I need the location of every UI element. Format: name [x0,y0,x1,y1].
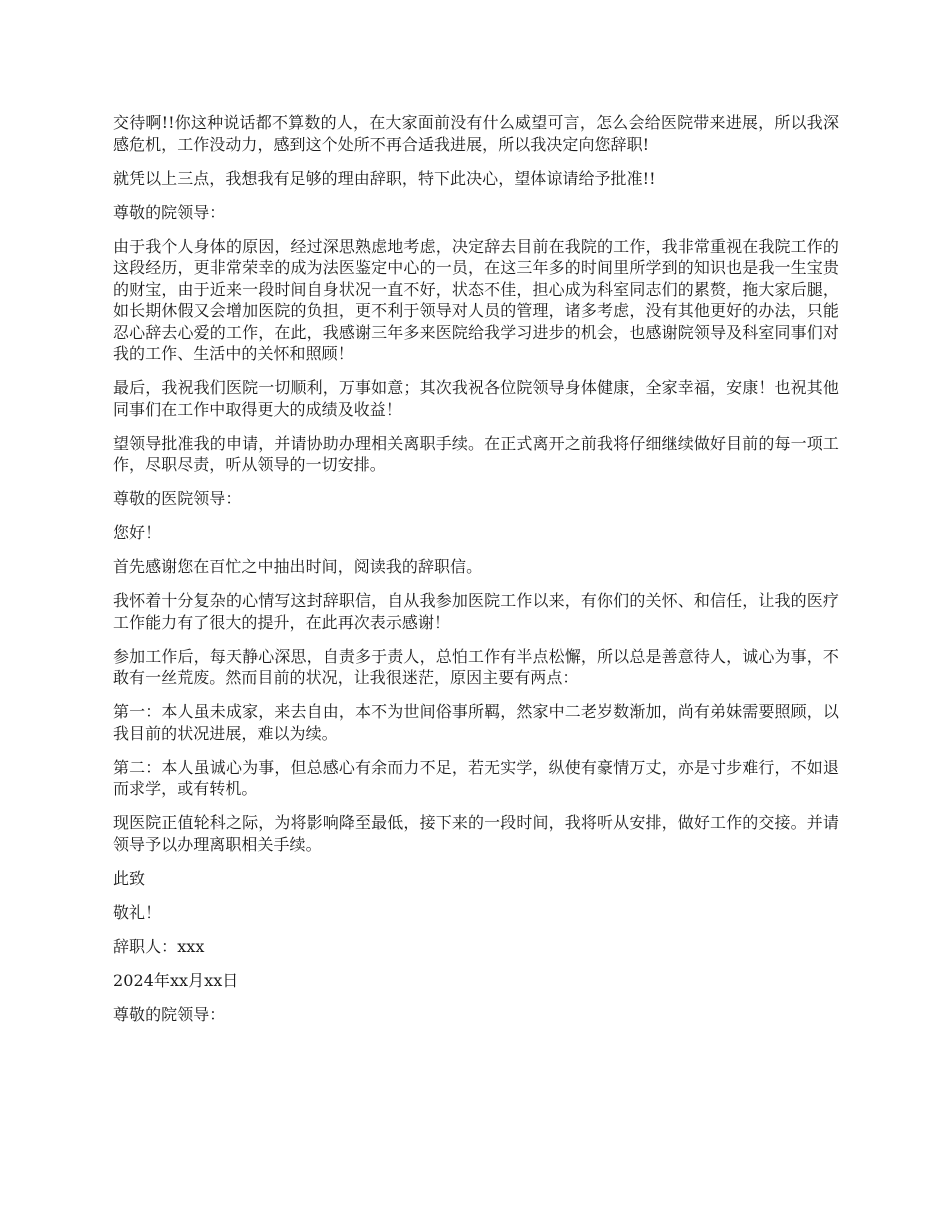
paragraph: 由于我个人身体的原因，经过深思熟虑地考虑，决定辞去目前在我院的工作，我非常重视在我院工作的这段经历，更非常荣幸的成为法医鉴定中心的一员，在这三年多的时间里所学到的知识也是我一生宝贵的财宝，由于近来一段时间自身状况一直不好，状态不佳，担心成为科室同志们的累赘，拖大家后腿，如长期休假又会增加医院的负担，更不利于领导对人员的管理，诸多考虑，没有其他更好的办法，只能忍心辞去心爱的工作，在此，我感谢三年多来医院给我学习进步的机会，也感谢院领导及科室同事们对我的工作、生活中的关怀和照顾！ [113,236,839,363]
closing: 此致 [113,868,146,888]
paragraph: 第二：本人虽诚心为事，但总感心有余而力不足，若无实学，纵使有豪情万丈，亦是寸步难行，不如退而求学，或有转机。 [113,757,839,798]
salutation: 尊敬的院领导： [113,1004,226,1024]
paragraph: 第一：本人虽未成家，来去自由，本不为世间俗事所羁，然家中二老岁数渐加，尚有弟妹需要照顾，以我目前的状况进展，难以为续。 [113,702,839,743]
signature: 辞职人：xxx [113,936,205,956]
paragraph: 望领导批准我的申请，并请协助办理相关离职手续。在正式离开之前我将仔细继续做好目前的每一项工作，尽职尽责，听从领导的一切安排。 [113,433,839,474]
paragraph: 参加工作后，每天静心深思，自责多于责人，总怕工作有半点松懈，所以总是善意待人，诚心为事，不敢有一丝荒废。然而目前的状况，让我很迷茫，原因主要有两点： [113,646,839,687]
paragraph: 就凭以上三点，我想我有足够的理由辞职，特下此决心，望体谅请给予批准!! [113,168,656,188]
document-body [113,112,839,1038]
paragraph: 我怀着十分复杂的心情写这封辞职信，自从我参加医院工作以来，有你们的关怀、和信任，让我的医疗工作能力有了很大的提升，在此再次表示感谢！ [113,591,839,632]
paragraph: 交待啊!!你这种说话都不算数的人，在大家面前没有什么威望可言，怎么会给医院带来进展，所以我深感危机，工作没动力，感到这个处所不再合适我进展，所以我决定向您辞职! [113,113,839,154]
date: 2024年xx月xx日 [113,970,239,990]
paragraph: 最后，我祝我们医院一切顺利，万事如意；其次我祝各位院领导身体健康，全家幸福，安康！也祝其他同事们在工作中取得更大的成绩及收益！ [113,378,839,419]
paragraph: 首先感谢您在百忙之中抽出时间，阅读我的辞职信。 [113,557,483,576]
paragraph: 现医院正值轮科之际，为将影响降至最低，接下来的一段时间，我将听从安排，做好工作的交接。并请领导予以办理离职相关手续。 [113,813,839,854]
closing-salute: 敬礼！ [113,902,162,922]
salutation: 尊敬的院领导： [113,202,226,222]
salutation: 尊敬的医院领导： [113,489,242,508]
greeting: 您好！ [113,523,162,542]
